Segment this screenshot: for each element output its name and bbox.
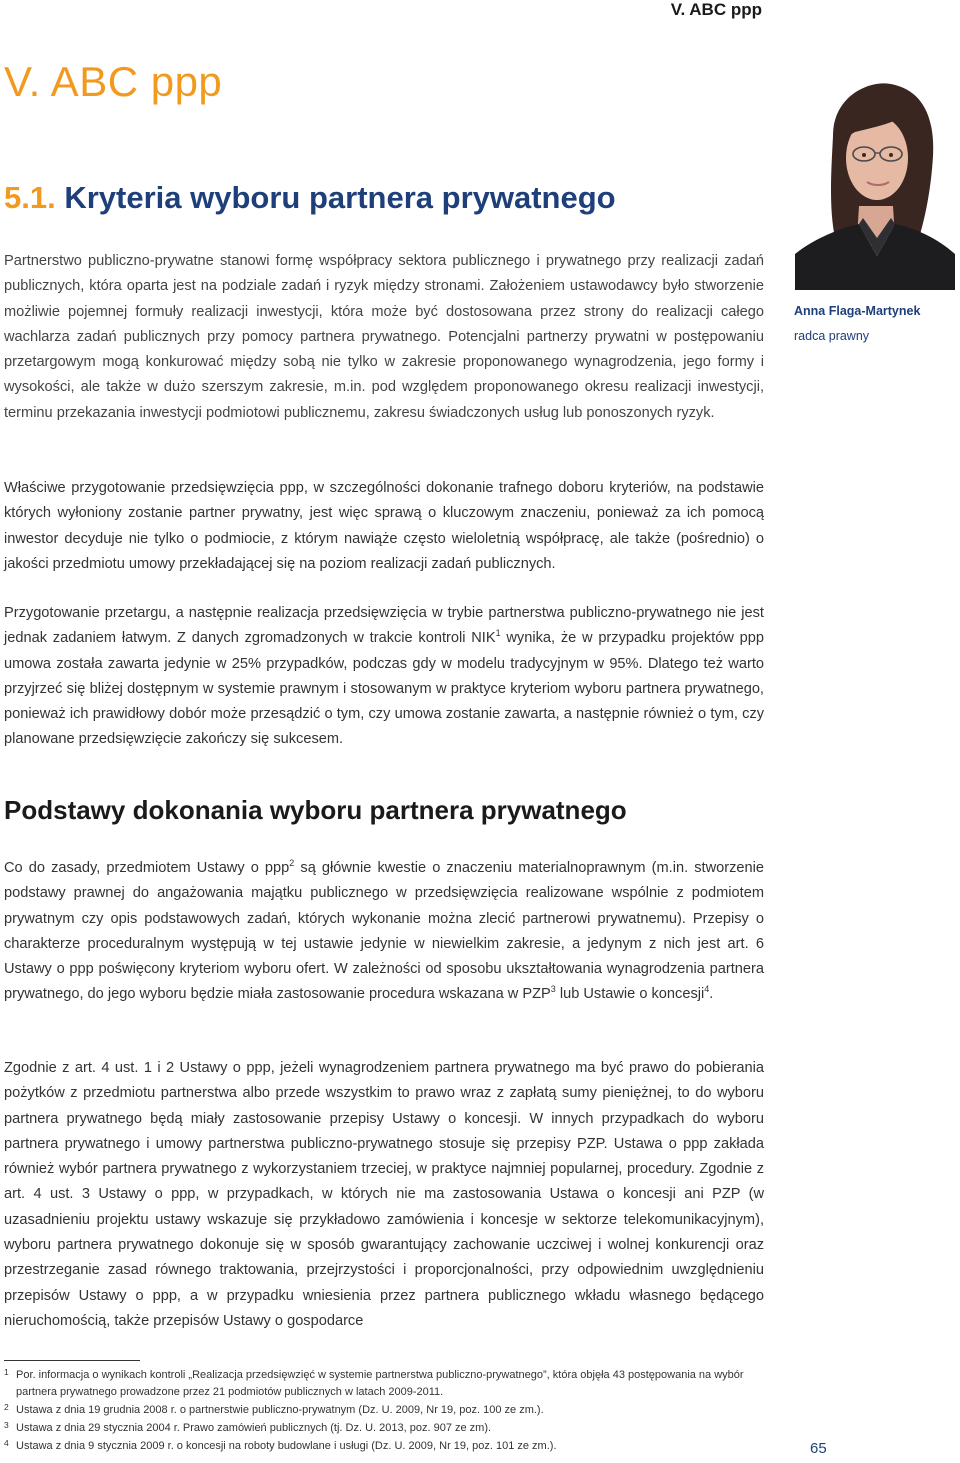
paragraph-1: Właściwe przygotowanie przedsięwzięcia ppp, w szczególności dokonanie trafnego doboru kryteriów, na podstawie których wyłoniony zostanie partner prywatny, jest więc sprawą o kluczowym znaczeniu, ponieważ za ich pomocą inwestor decyduje nie tylko o podmiocie, z którym nawiąże często wieloletnią współpracę, ale także (pośrednio) o jakości przedmiotu umowy przekładającej się na poziom realizacji zadań publicznych. xyxy=(4,480,764,572)
author-portrait-icon xyxy=(795,78,955,290)
page-number: 65 xyxy=(810,1440,827,1457)
paragraph-3-part-a: Co do zasady, przedmiotem Ustawy o ppp xyxy=(4,860,290,876)
footnote-text: Ustawa z dnia 19 grudnia 2008 r. o partnerstwie publiczno-prywatnym (Dz. U. 2009, Nr 19, poz. 100 ze zm.). xyxy=(16,1404,544,1416)
footnote-ref-1[interactable]: 1 xyxy=(495,628,501,639)
footnote-text: Ustawa z dnia 9 stycznia 2009 r. o koncesji na roboty budowlane i usługi (Dz. U. 2009, Nr 19, poz. 101 ze zm.). xyxy=(16,1440,557,1452)
running-header: V. ABC ppp xyxy=(670,0,762,19)
paragraph-3-part-b: są głównie kwestie o znaczeniu materialnoprawnym (m.in. stworzenie podstawy prawnej do angażowania majątku publicznego w przedsięwzięcia realizowane wspólnie z podmiotem prywatnym czy opis podstawowych zadań, których wykonanie można zlecić partnerowi prywatnemu). Przepisy o charakterze proceduralnym występują w tej ustawie jedynie w niewielkim zakresie, a jedynym z nich jest art. 6 Ustawy o ppp poświęcony kryteriom wyboru ofert. W zależności od sposobu ukształtowania wynagrodzenia partnera prywatnego, do jego wyboru będzie miała zastosowanie procedura wskazana w PZP xyxy=(4,860,764,1003)
footnote-ref-4[interactable]: 4 xyxy=(704,984,710,995)
footnote-number: 1 xyxy=(4,1367,9,1377)
subheading: Podstawy dokonania wyboru partnera prywatnego xyxy=(4,795,627,825)
section-title-text: Kryteria wyboru partnera prywatnego xyxy=(64,180,616,215)
footnote-ref-3[interactable]: 3 xyxy=(550,984,556,995)
footnote-number: 3 xyxy=(4,1420,9,1430)
footnote-divider xyxy=(4,1360,140,1361)
section-title xyxy=(4,180,774,216)
footnotes xyxy=(4,1367,764,1456)
footnote-text: Por. informacja o wynikach kontroli „Realizacja przedsięwzięć w systemie partnerstwa publiczno-prywatnego”, która objęła 43 postępowania na wybór partnera prywatnego prowadzone przez 21 podmiotów publicznych w latach 2009-2011. xyxy=(16,1369,744,1398)
footnote-2 xyxy=(4,1402,764,1419)
paragraph-3-part-d: . xyxy=(709,986,714,1003)
paragraph-2-part-b: wynika, że w przypadku projektów ppp umowa została zawarta jedynie w 25% przypadków, podczas gdy w modelu tradycyjnym w 95%. Dlatego też warto przyjrzeć się bliżej dostępnym w systemie prawnym i stosowanym w praktyce kryteriom wyboru partnera prywatnego, ponieważ ich prawidłowy dobór może przesądzić o tym, czy umowa zostanie zawarta, a następnie również o tym, czy planowane przedsięwzięcie zakończy się sukcesem. xyxy=(4,630,764,748)
paragraph-3-part-c: lub Ustawie o koncesji xyxy=(555,986,705,1003)
paragraph-2-part-a: Przygotowanie przetargu, a następnie realizacja przedsięwzięcia w trybie partnerstwa publiczno-prywatnego nie jest jednak zadaniem łatwym. Z danych zgromadzonych w trakcie kontroli NIK xyxy=(4,605,764,647)
author-name: Anna Flaga-Martynek xyxy=(794,304,921,318)
footnote-ref-2[interactable]: 2 xyxy=(289,858,295,868)
author-photo xyxy=(795,78,955,290)
footnote-number: 4 xyxy=(4,1438,9,1448)
footnote-3 xyxy=(4,1420,764,1437)
footnote-4 xyxy=(4,1438,764,1455)
author-role: radca prawny xyxy=(794,329,870,343)
footnote-text: Ustawa z dnia 29 stycznia 2004 r. Prawo zamówień publicznych (tj. Dz. U. 2013, poz. 907 ze zm). xyxy=(16,1422,492,1434)
paragraph-3 xyxy=(4,856,764,1008)
intro-paragraph: Partnerstwo publiczno-prywatne stanowi formę współpracy sektora publicznego i prywatnego przy realizacji zadań publicznych, która oparta jest na podziale zadań i ryzyk między stronami. Założeniem ustawodawcy było stworzenie możliwie pojemnej formuły realizacji inwestycji, która może być dostosowana przez strony do realizacji całego wachlarza zadań publicznych przy pomocy partnera prywatnego. Potencjalni partnerzy prywatni w postępowaniu przetargowym mogą konkurować między sobą nie tylko w zakresie proponowanego wynagrodzenia, jego formy i wysokości, ale także w dużo szerszym zakresie, m.in. pod względem proponowanego okresu realizacji inwestycji, terminu przekazania inwestycji podmiotowi publicznemu, zakresu świadczonych usług lub ponoszonych ryzyk. xyxy=(4,253,764,421)
chapter-title: V. ABC ppp xyxy=(4,58,223,105)
section-number: 5.1. xyxy=(4,180,56,215)
footnote-1 xyxy=(4,1367,764,1401)
footnote-number: 2 xyxy=(4,1402,9,1412)
paragraph-2 xyxy=(4,601,764,753)
paragraph-4: Zgodnie z art. 4 ust. 1 i 2 Ustawy o ppp, jeżeli wynagrodzeniem partnera prywatnego ma być prawo do pobierania pożytków z przedmiotu partnerstwa albo przede wszystkim to prawo wraz z zapłatą sumy pieniężnej, to do wyboru partnera prywatnego będą miały zastosowanie przepisy Ustawy o koncesji. W innych przypadkach do wyboru partnera prywatnego i umowy partnerstwa publiczno-prywatnego stosuje się przepisy PZP. Ustawa o ppp zakłada również wybór partnera prywatnego z wykorzystaniem trzeciej, w praktyce najmniej popularnej, procedury. Zgodnie z art. 4 ust. 3 Ustawy o ppp, w przypadkach, w których nie ma zastosowania Ustawa o koncesji ani PZP (w uzasadnieniu projektu ustawy wskazuje się przykładowo zamówienia i koncesje w sektorze telekomunikacyjnym), wyboru partnera prywatnego dokonuje się w sposób gwarantujący zachowanie uczciwej i wolnej konkurencji oraz przestrzeganie zasad równego traktowania, przejrzystości i proporcjonalności, przy odpowiednim uwzględnieniu przepisów Ustawy o ppp, a w przypadku wniesienia przez partnera publicznego wkładu własnego będącego nieruchomością, także przepisów Ustawy o gospodarce xyxy=(4,1060,764,1329)
